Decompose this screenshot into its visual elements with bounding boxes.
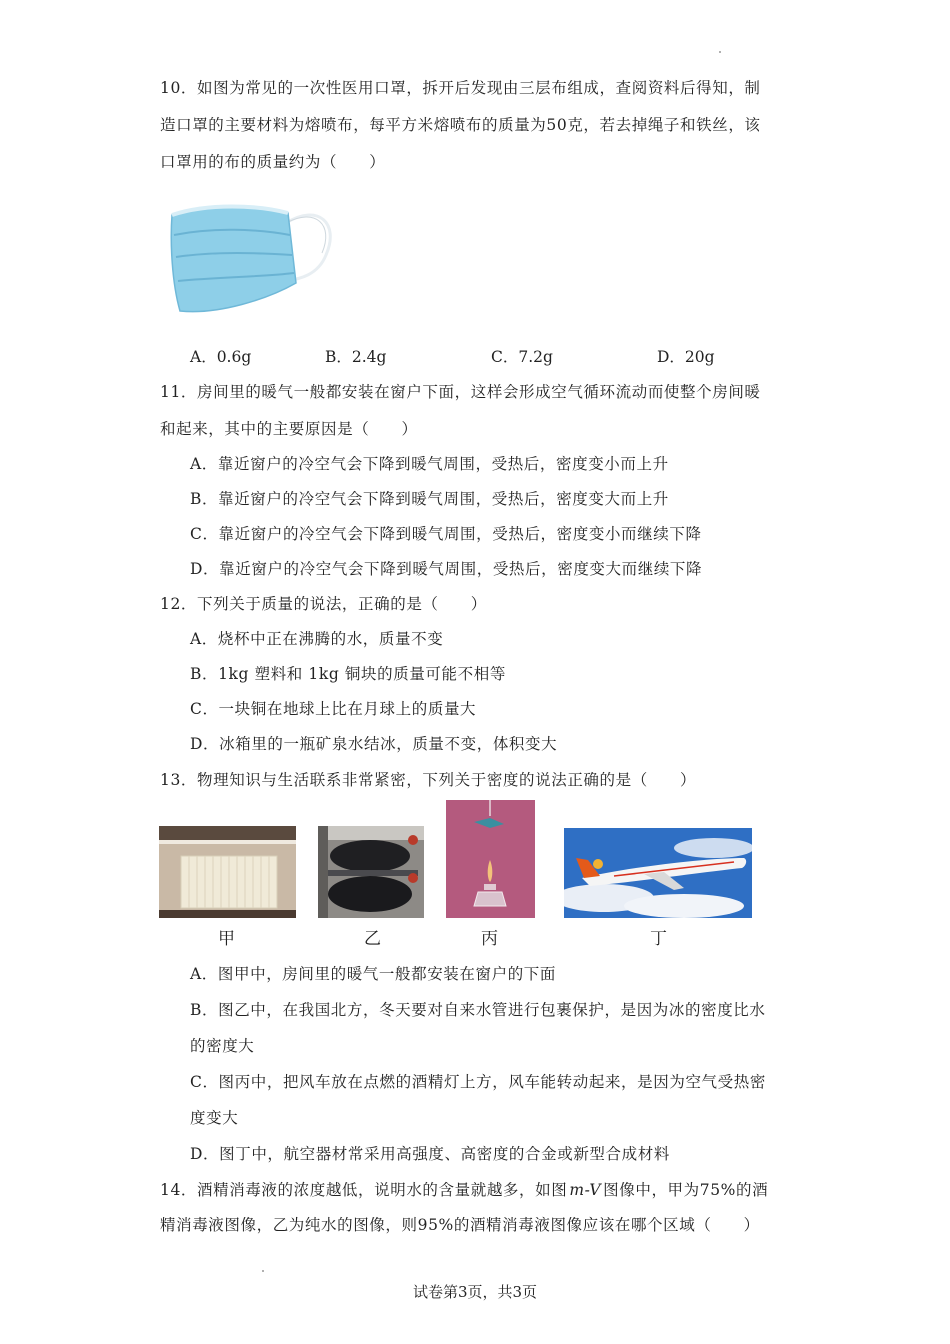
q13-option-a[interactable]: A．图甲中，房间里的暖气一般都安装在窗户的下面 <box>190 965 556 983</box>
caption-jia: 甲 <box>218 929 235 949</box>
radiator-photo <box>159 826 296 918</box>
q10-option-c[interactable]: C．7.2g <box>491 348 553 366</box>
face-mask-image <box>168 193 338 319</box>
q11-option-b[interactable]: B．靠近窗户的冷空气会下降到暖气周围，受热后，密度变大而上升 <box>190 490 669 508</box>
pinwheel-lamp-photo <box>446 800 535 918</box>
q10-option-d[interactable]: D．20g <box>657 348 715 366</box>
q10-option-a[interactable]: A．0.6g <box>190 348 252 366</box>
q11-option-c[interactable]: C．靠近窗户的冷空气会下降到暖气周围，受热后，密度变小而继续下降 <box>190 525 702 543</box>
wrapped-pipes-photo <box>318 826 424 918</box>
q12-option-b[interactable]: B．1kg 塑料和 1kg 铜块的质量可能不相等 <box>190 665 506 683</box>
q12-line1: 12．下列关于质量的说法，正确的是（ ） <box>160 595 487 613</box>
q10-line2: 造口罩的主要材料为熔喷布，每平方米熔喷布的质量为50克，若去掉绳子和铁丝，该 <box>160 116 761 134</box>
page-mark-bottom <box>262 1270 264 1272</box>
q12-option-a[interactable]: A．烧杯中正在沸腾的水，质量不变 <box>190 630 444 648</box>
q14-mv-label: m-V <box>569 1181 602 1199</box>
q13-option-c-line2: 度变大 <box>190 1109 239 1127</box>
caption-ding: 丁 <box>650 929 667 949</box>
airplane-photo <box>564 828 752 918</box>
q11-line1: 11．房间里的暖气一般都安装在窗户下面，这样会形成空气循环流动而使整个房间暖 <box>160 383 761 401</box>
q10-line1: 10．如图为常见的一次性医用口罩，拆开后发现由三层布组成，查阅资料后得知，制 <box>160 79 761 97</box>
q14-line1 <box>160 1179 768 1201</box>
page-mark <box>719 51 721 53</box>
q13-option-c-line1[interactable]: C．图丙中，把风车放在点燃的酒精灯上方，风车能转动起来，是因为空气受热密 <box>190 1073 766 1091</box>
q13-option-b-line1[interactable]: B．图乙中，在我国北方，冬天要对自来水管进行包裹保护，是因为冰的密度比水 <box>190 1001 766 1019</box>
q11-option-d[interactable]: D．靠近窗户的冷空气会下降到暖气周围，受热后，密度变大而继续下降 <box>190 560 703 578</box>
q11-line2: 和起来，其中的主要原因是（ ） <box>160 420 418 438</box>
q14-line2: 精消毒液图像，乙为纯水的图像，则95%的酒精消毒液图像应该在哪个区域（ ） <box>160 1216 760 1234</box>
q13-line1: 13．物理知识与生活联系非常紧密，下列关于密度的说法正确的是（ ） <box>160 771 697 789</box>
q14-line1-end: 图像中，甲为75%的酒 <box>603 1181 769 1199</box>
caption-yi: 乙 <box>364 929 381 949</box>
q10-line3: 口罩用的布的质量约为（ ） <box>160 153 386 171</box>
q12-option-d[interactable]: D．冰箱里的一瓶矿泉水结冰，质量不变，体积变大 <box>190 735 558 753</box>
q11-option-a[interactable]: A．靠近窗户的冷空气会下降到暖气周围，受热后，密度变小而上升 <box>190 455 669 473</box>
q10-options <box>190 345 750 367</box>
q10-option-b[interactable]: B．2.4g <box>325 348 387 366</box>
q14-line1-start: 14．酒精消毒液的浓度越低，说明水的含量就越多，如图 <box>160 1181 568 1199</box>
page-footer: 试卷第3页，共3页 <box>412 1283 538 1301</box>
q13-option-b-line2: 的密度大 <box>190 1037 255 1055</box>
q13-option-d[interactable]: D．图丁中，航空器材常采用高强度、高密度的合金或新型合成材料 <box>190 1145 670 1163</box>
caption-bing: 丙 <box>481 929 498 949</box>
q12-option-c[interactable]: C．一块铜在地球上比在月球上的质量大 <box>190 700 477 718</box>
